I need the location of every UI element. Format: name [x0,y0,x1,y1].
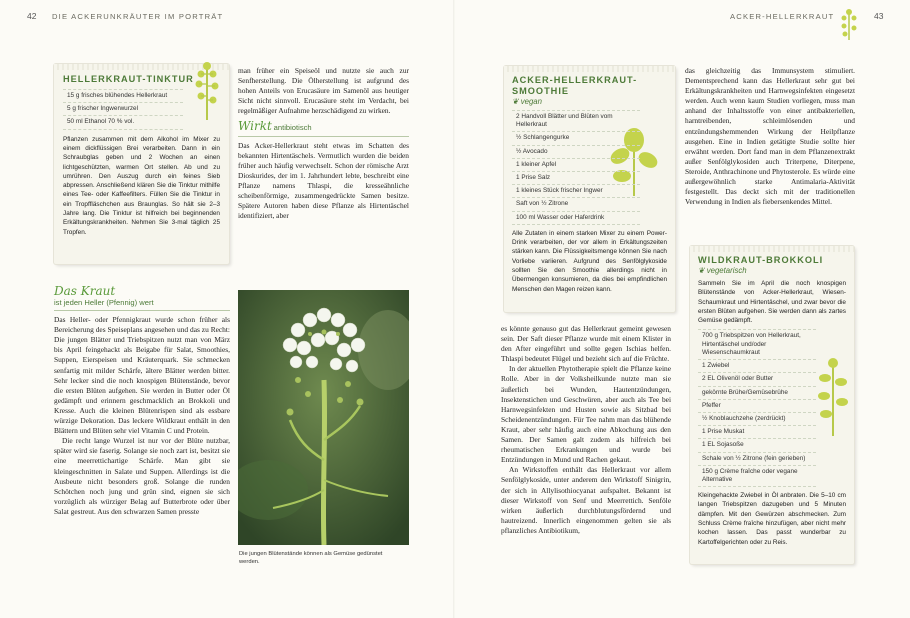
tincture-ingredients [63,89,183,130]
ingredient-item: 100 ml Wasser oder Haferdrink [512,211,640,225]
ingredient-item: 1 Prise Muskat [698,425,816,438]
ingredient-item: 5 g frischer Ingwerwurzel [63,102,183,115]
ingredient-item: ½ Avocado [512,145,640,158]
tincture-recipe-card [54,64,229,264]
broccoli-intro: Sammeln Sie im April die noch knospigen Blütenstände von Acker-Hellerkraut, Wiesen-Schaumkraut und Hirtentäschel, und zwar bevor die ersten Blüten aufgehen. Sie werden dann als zartes Gemüse gedämpft. [698,280,846,325]
ingredient-item: 1 Zwiebel [698,359,816,372]
ingredient-item: ½ Schlangengurke [512,131,640,144]
ingredient-item: Pfeffer [698,399,816,412]
photo-caption: Die jungen Blütenstände können als Gemüse gedünstet werden. [239,551,383,565]
ingredient-item: Schale von ½ Zitrone (fein gerieben) [698,452,816,465]
plant-photo [238,290,409,545]
section-heading-wirkt: Wirkt [238,119,272,134]
body-paragraph: An Wirkstoffen enthält das Hellerkraut vor allem Senfölglykoside, unter anderem den Wirkstoff Sinigrin, der sich in Allylisothiocyanat aufspaltet. Bekannt ist dieser Wirkstoff von Senf und Meerrettich. Senföle wirken äußerlich durchblutungsfördernd und hautreizend. Innerlich eingenommen gelten sie als pflanzliches Antibiotikum, [501,465,671,535]
section-subheading-kraut: ist jeden Heller (Pfennig) wert [54,298,154,307]
smoothie-instructions: Alle Zutaten in einem starken Mixer zu einem Power-Drink verarbeiten, der vor allem in Erkältungszeiten stärken kann. Die Flüssigkeitsmenge können Sie nach Vorliebe variieren. Aufgrund des Senfölglykoside sollten Sie den Smoothie allerdings nicht in Übermengen konsumieren, da dies bei empfindlichen Menschen den Magen reizen kann. [512,229,667,293]
section-heading-kraut: Das Kraut [54,284,116,298]
ingredient-item: 50 ml Ethanol 70 % vol. [63,115,183,129]
ingredient-item: ½ Knoblauchzehe (zerdrückt) [698,412,816,425]
diet-label: vegetarisch [706,266,747,275]
smoothie-recipe-card [504,66,675,312]
ingredient-item: 1 Prise Salz [512,171,640,184]
ingredient-item: 1 kleiner Apfel [512,158,640,171]
leaf-badge-icon: ❦ [698,266,705,275]
flowering-herb-image [238,290,409,545]
body-paragraph: Das Heller- oder Pfennigkraut wurde schon früher als Bereicherung des Speiseplans angesehen und das zu Recht: Die jungen Blätter und Triebspitzen nutzt man von März bis April feingehackt als Beigabe für Salat, Smoothies, Suppen, Eierspeisen und Kräuterquark. Sie schmecken senfartig mit milder Schärfe, ältere Blätter werden bitter. Sehr lecker sind die noch knospigen Blütenstände, bevor die ersten Blüten aufgehen. Sie werden in Butter oder Öl gedämpft und erinnern geschmacklich an Brokkoli und Kresse. Auch die kleinen Blütenrispen sind als essbare würzige Dekoration. Das leckere Wildkraut enthält in den Blättern und Blüten sehr viel Vitamin C und Protein. [54,315,230,436]
tincture-title: HELLERKRAUT-TINKTUR [63,74,194,84]
diet-label: vegan [520,97,542,106]
running-head-left: DIE ACKERUNKRÄUTER IM PORTRÄT [52,12,224,21]
running-head-right: ACKER-HELLERKRAUT [730,12,835,21]
ingredient-item: 150 g Crème fraîche oder vegane Alternative [698,465,816,487]
tincture-instructions: Pflanzen zusammen mit dem Alkohol im Mixer zu einem dickflüssigen Brei verarbeiten. Dann in ein Schraubglas geben und 2 Wochen an einen lichtgeschützten, warmen Ort stellen. Ab und zu umrühren. Den Auszug durch ein feines Sieb abpressen. Anschließend klären Sie die Tinktur mithilfe eines Tee- oder Kaffeefilters. Füllen Sie die Tinktur in ein Tropffläschchen aus Braunglas. So hält sie 2–3 Jahre lang. Die Tinktur ist hilfreich bei beginnenden Erkältungskrankheiten. Nehmen Sie 3-mal täglich 25 Tropfen. [63,135,220,236]
smoothie-title: ACKER-HELLERKRAUT-SMOOTHIE [512,75,638,96]
section-divider [238,136,409,137]
broccoli-instructions: Kleingehackte Zwiebel in Öl anbraten. Die 5–10 cm langen Triebspitzen dazugeben und 5 Minuten dämpfen. Mit den Gewürzen abschmecken. Zum Schluss Crème fraîche hinzufügen, aber nicht mehr kochen lassen. Das passt wunderbar zu Kartoffelgerichten oder zu Reis. [698,492,846,546]
vegetarian-tag [698,266,846,275]
herb-sprig-icon [838,8,860,40]
column-1 [54,285,230,517]
ingredient-item: gekörnte Brühe/Gemüsebrühe [698,386,816,399]
body-paragraph: das gleichzeitig das Immunsystem stimuliert. Dementsprechend kann das Hellerkraut sehr gut bei Erkältungskrankheiten und Harnwegsinfekten eingesetzt werden. Auch wenn kaum Studien vorliegen, muss man anhand der Inhaltsstoffe von einer antibakteriellen, harntreibenden, schleimlösenden und entzündungshemmenden Wirkung der Heilpflanze ausgehen. Eine in Indien getätigte Studie sollte hier erwähnt werden. Dort fand man in dem Pflanzenextrakt außer Senfölglykosiden auch Triterpene, Diterpene, Steroide, Anthrachinone und Phytosterole. Es würde eine außergewöhnlich starke Antimalaria-Aktivität festgestellt. Das deckt sich mit der traditionellen Verwendung in Indien als fiebersenkendes Mittel. [685,66,855,207]
ingredient-item: 1 EL Sojasoße [698,438,816,451]
ingredient-item: Saft von ½ Zitrone [512,197,640,210]
broccoli-title: WILDKRAUT-BROKKOLI [698,255,824,265]
body-paragraph: Das Acker-Hellerkraut steht etwas im Schatten des bekannten Hirtentäschels. Vermutlich wurden die beiden früher auch häufig verwechselt. Schon der römische Arzt Dioskurides, der im 1. Jahrhundert lebte, beschreibt eine Pflanze namens Thlaspi, die kresseähnliche scheibenförmige, zusammengedrückte Samen besitze. Spätere Autoren haben diese Pflanze als Hirtentäschel identifiziert, aber [238,140,409,221]
body-paragraph: man früher ein Speiseöl und nutzte sie auch zur Senfherstellung. Die Ölherstellung ist aufgrund des hohen Anteils von Erucasäure im Samenöl aus heutiger Sicht nicht sinnvoll. Erucasäure steht im Verdacht, bei regelmäßiger Aufnahme herzschädigend zu wirken. [238,66,409,116]
page-number-left: 42 [27,11,37,21]
page-number-right: 43 [874,11,884,21]
body-paragraph: es könnte genauso gut das Hellerkraut gemeint gewesen sein. Der Saft dieser Pflanze wurde mit einem Klister in den After eingeführt und sollte gegen Ischias helfen. Thlaspi bedeutet Flügel und bezieht sich auf die Früchte. [501,324,671,364]
column-4 [685,66,855,207]
ingredient-item: 15 g frisches blühendes Hellerkraut [63,89,183,102]
herb-sprig-icon [193,60,221,120]
broccoli-ingredients [698,329,816,487]
column-2 [238,66,409,221]
ingredient-item: 2 Handvoll Blätter und Blüten vom Hellerkraut [512,110,640,131]
body-paragraph: In der aktuellen Phytotherapie spielt die Pflanze keine Rolle. Aber in der Volksheilkunde nutzte man sie äußerlich bei Wunden, Hautentzündungen, Insektenstichen und Geschwüren, aber auch als Tee bei Harnwegsinfekten und Husten sowie als Sitzbad bei Scheidenentzündungen. Für Tee nahm man das blühende Kraut, aber sehr häufig auch eine Abkochung aus den Samen. Der Samen galt zudem als hilfreich bei rheumatischen Erkrankungen und wurde bei Entzündungen in Mund und Rachen gekaut. [501,364,671,465]
broccoli-recipe-card [690,246,854,564]
ingredient-item: 2 EL Olivenöl oder Butter [698,372,816,385]
section-subheading-wirkt: antibiotisch [273,123,312,133]
body-paragraph: Die recht lange Wurzel ist nur vor der Blüte nutzbar, später wird sie faserig. Solange sie noch zart ist, besitzt sie eine meerrettichartige Schärfe. Man gibt sie kleingeschnitten in Salate und Suppen. Allerdings ist die Ausbeute nicht besonders groß. Solange die runden Schötchen noch jung und grün sind, eignen sie sich vorzüglich als würziger Belag auf Butterbrote oder über Salat gestreut. Aus den schwarzen Samen presste [54,436,230,516]
vegan-tag [512,97,667,106]
ingredient-item: 700 g Triebspitzen von Hellerkraut, Hirtentäschel und/oder Wiesenschaumkraut [698,329,816,359]
column-3 [501,324,671,536]
smoothie-ingredients [512,110,640,225]
leaf-badge-icon: ❦ [512,97,519,106]
section-divider [54,310,230,311]
ingredient-item: 1 kleines Stück frischer Ingwer [512,184,640,197]
